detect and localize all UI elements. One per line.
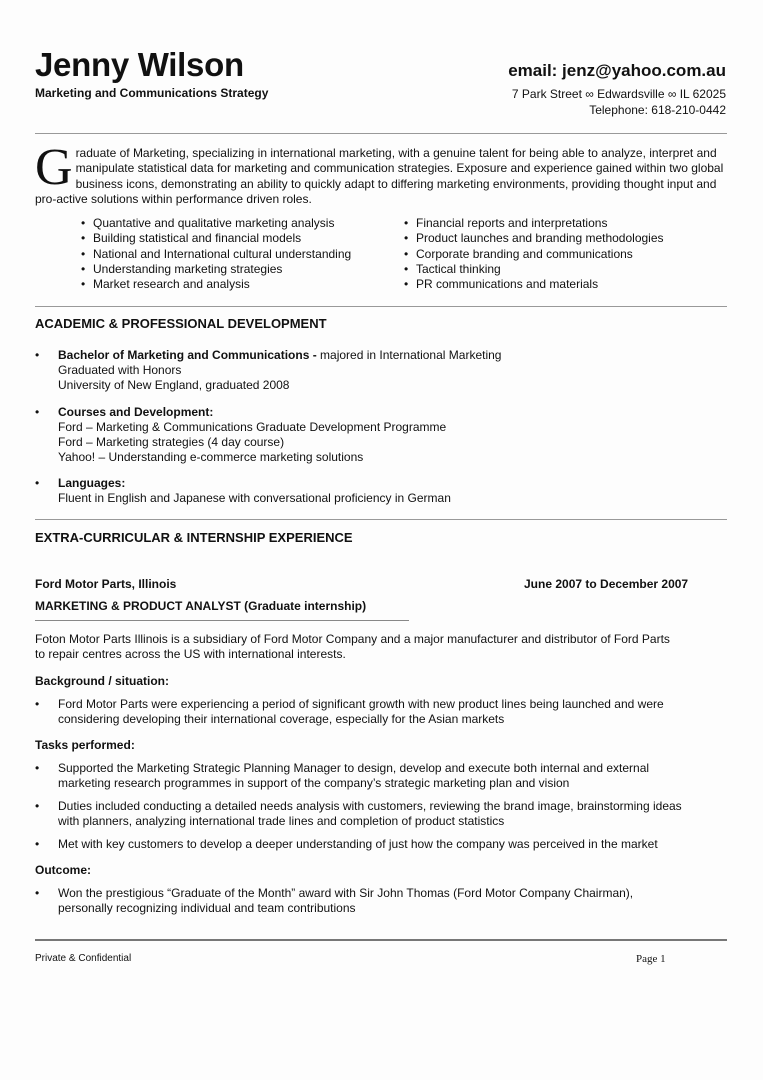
outcome-title: Outcome: bbox=[35, 863, 92, 877]
skills-divider bbox=[35, 306, 727, 307]
list-item: • Market research and analysis bbox=[81, 277, 351, 292]
contact-email: email: jenz@yahoo.com.au bbox=[508, 61, 726, 80]
list-item: • Building statistical and financial models bbox=[81, 231, 351, 246]
degree-major: majored in International Marketing bbox=[316, 348, 502, 362]
background-line: Ford Motor Parts were experiencing a period of significant growth with new product lines being launched and were bbox=[58, 697, 664, 711]
degree-item bbox=[35, 348, 501, 393]
courses-title: Courses and Development: bbox=[58, 405, 214, 419]
contact-details bbox=[512, 86, 726, 118]
page-number: Page 1 bbox=[636, 953, 666, 965]
candidate-name: Jenny Wilson bbox=[35, 46, 244, 83]
list-item: • National and International cultural understanding bbox=[81, 247, 351, 262]
languages-item bbox=[35, 476, 451, 506]
background-title: Background / situation: bbox=[35, 674, 170, 688]
task-line: Duties included conducting a detailed needs analysis with customers, reviewing the brand image, brainstorming ideas bbox=[58, 799, 682, 813]
footer-confidential: Private & Confidential bbox=[35, 953, 132, 964]
bullet: • bbox=[35, 348, 40, 362]
bullet: • bbox=[35, 405, 40, 419]
role-underline bbox=[35, 620, 409, 621]
languages-title: Languages: bbox=[58, 476, 126, 490]
tasks-title: Tasks performed: bbox=[35, 738, 135, 752]
task-line: Met with key customers to develop a deeper understanding of just how the company was perceived in the market bbox=[58, 837, 658, 851]
skills-left-list bbox=[81, 216, 351, 292]
footer-divider bbox=[35, 939, 727, 941]
intro-dropcap: G bbox=[35, 139, 73, 196]
bullet: • bbox=[35, 799, 40, 813]
bullet: • bbox=[35, 761, 40, 775]
description-line: to repair centres across the US with international interests. bbox=[35, 647, 346, 661]
courses-item bbox=[35, 405, 446, 465]
course-line: Yahoo! – Understanding e-commerce marketing solutions bbox=[58, 450, 364, 464]
contact-telephone: Telephone: 618-210-0442 bbox=[589, 103, 726, 117]
candidate-subtitle: Marketing and Communications Strategy bbox=[35, 86, 269, 100]
job-role: MARKETING & PRODUCT ANALYST (Graduate internship) bbox=[35, 599, 367, 613]
task-item bbox=[35, 761, 649, 791]
task-item bbox=[35, 837, 658, 852]
outcome-item bbox=[35, 886, 633, 916]
bullet: • bbox=[35, 837, 40, 851]
list-item: • Quantative and qualitative marketing analysis bbox=[81, 216, 351, 231]
bullet: • bbox=[35, 476, 40, 490]
list-item: • PR communications and materials bbox=[404, 277, 664, 292]
academic-divider bbox=[35, 519, 727, 520]
company-description bbox=[35, 632, 670, 662]
outcome-line: Won the prestigious “Graduate of the Month” award with Sir John Thomas (Ford Motor Company Chairman), bbox=[58, 886, 634, 900]
academic-heading: ACADEMIC & PROFESSIONAL DEVELOPMENT bbox=[35, 316, 327, 331]
background-item bbox=[35, 697, 664, 727]
outcome-line: personally recognizing individual and team contributions bbox=[58, 901, 356, 915]
course-line: Ford – Marketing & Communications Graduate Development Programme bbox=[58, 420, 447, 434]
list-item: • Financial reports and interpretations bbox=[404, 216, 664, 231]
course-line: Ford – Marketing strategies (4 day course) bbox=[58, 435, 285, 449]
description-line: Foton Motor Parts Illinois is a subsidiary of Ford Motor Company and a major manufacturer and distributor of Ford Parts bbox=[35, 632, 670, 646]
bullet: • bbox=[35, 697, 40, 711]
intro-text: raduate of Marketing, specializing in international marketing, with a genuine talent for being able to analyze, interpret and manipulate statistical data for marketing and communication strategies. Exposure and experience gained within two global business icons, demonstrating an ability to quickly adapt to differing marketing environments, providing thought input and pro-active solutions within performance driven roles. bbox=[35, 146, 724, 206]
list-item: • Product launches and branding methodologies bbox=[404, 231, 664, 246]
task-line: marketing research programmes in support of the company’s strategic marketing plan and vision bbox=[58, 776, 570, 790]
task-line: Supported the Marketing Strategic Planning Manager to design, develop and execute both internal and external bbox=[58, 761, 650, 775]
task-line: with planners, analyzing international trade lines and completion of product statistics bbox=[58, 814, 505, 828]
employment-dates: June 2007 to December 2007 bbox=[524, 577, 689, 591]
degree-honors: Graduated with Honors bbox=[58, 363, 182, 377]
skills-right-list bbox=[404, 216, 664, 292]
list-item: • Understanding marketing strategies bbox=[81, 262, 351, 277]
experience-heading: EXTRA-CURRICULAR & INTERNSHIP EXPERIENCE bbox=[35, 530, 353, 545]
list-item: • Corporate branding and communications bbox=[404, 247, 664, 262]
intro-paragraph bbox=[35, 139, 727, 207]
background-line: considering developing their international coverage, especially for the Asian markets bbox=[58, 712, 505, 726]
bullet: • bbox=[35, 886, 40, 900]
languages-text: Fluent in English and Japanese with conversational proficiency in German bbox=[58, 491, 451, 505]
degree-title: Bachelor of Marketing and Communications - bbox=[58, 348, 317, 362]
list-item: • Tactical thinking bbox=[404, 262, 664, 277]
company-name: Ford Motor Parts, Illinois bbox=[35, 577, 177, 591]
contact-address: 7 Park Street ∞ Edwardsville ∞ IL 62025 bbox=[511, 87, 726, 101]
header-divider bbox=[35, 133, 727, 134]
degree-university: University of New England, graduated 2008 bbox=[58, 378, 290, 392]
task-item bbox=[35, 799, 682, 829]
